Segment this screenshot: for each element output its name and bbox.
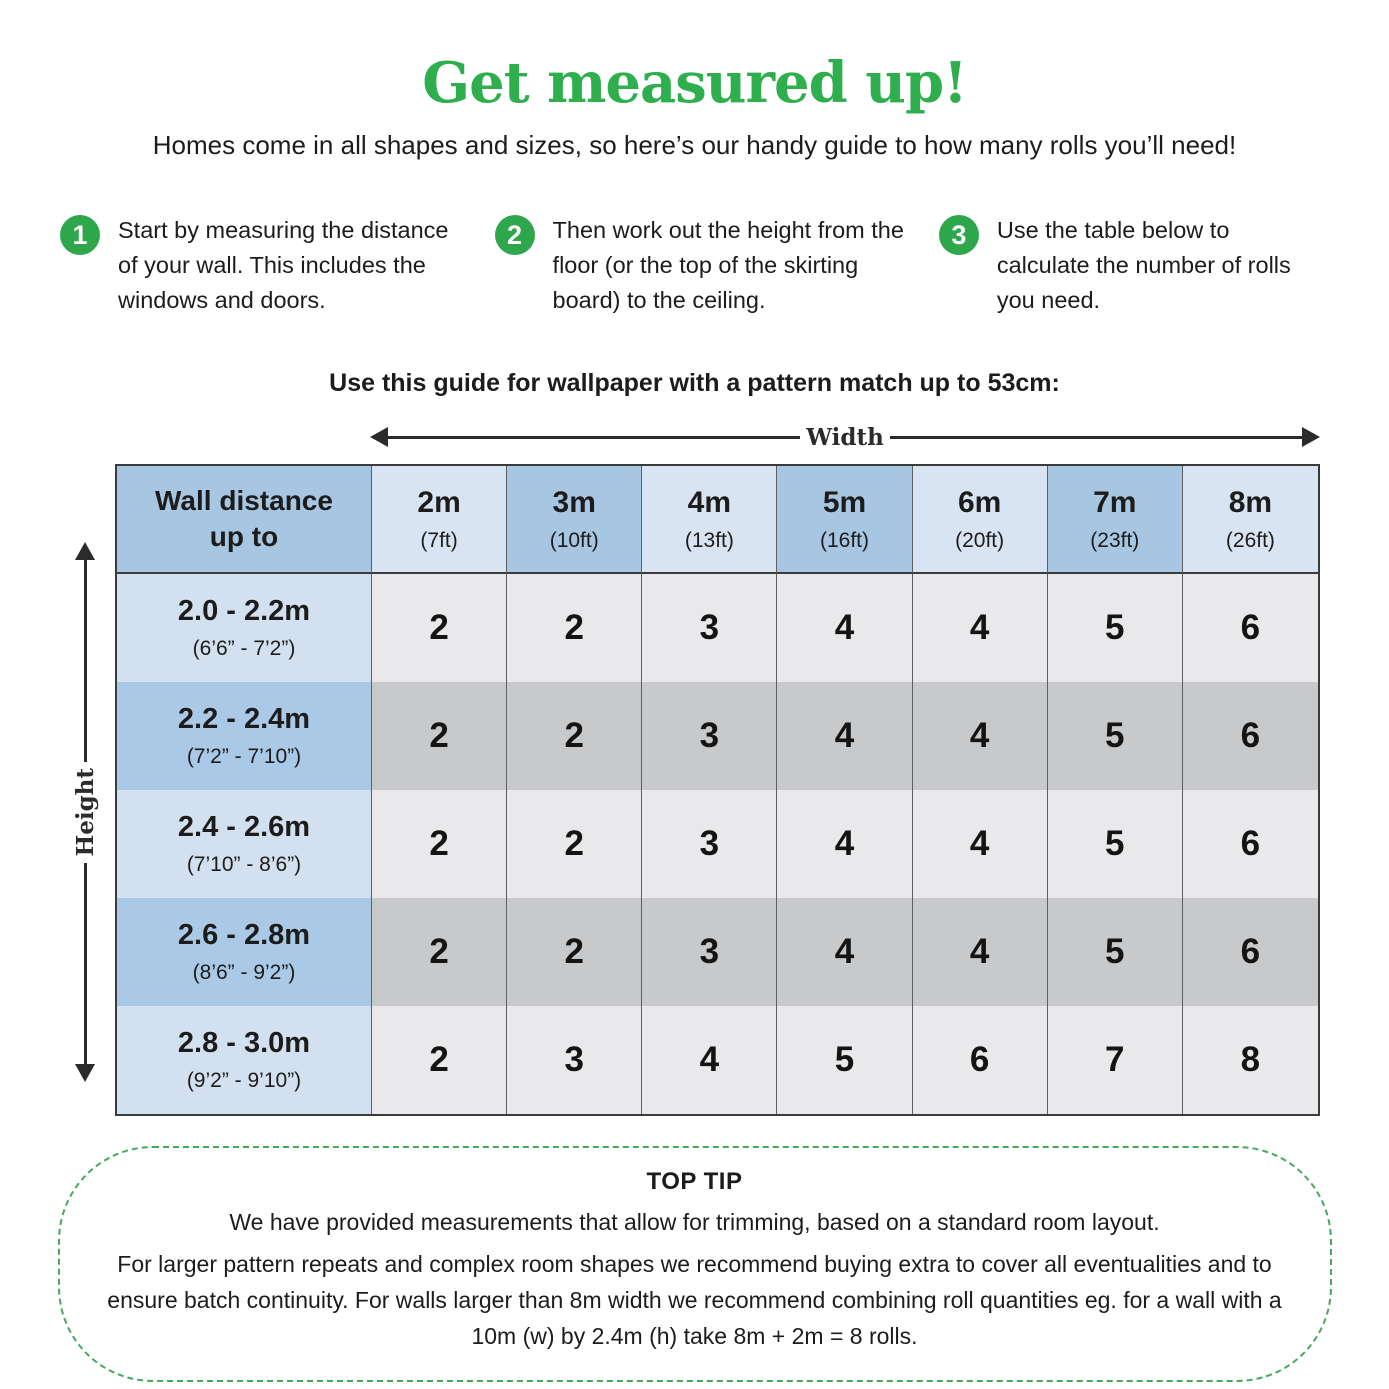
column-header-cell (1048, 466, 1183, 574)
roll-count-cell: 4 (913, 682, 1048, 790)
row-header-cell (117, 790, 372, 898)
roll-count-cell: 4 (913, 790, 1048, 898)
column-width-label: 7m (1093, 485, 1137, 519)
column-header-cell (777, 466, 912, 574)
step-text: Start by measuring the distance of your wall. This includes the windows and doors. (118, 217, 449, 313)
top-tip-title: TOP TIP (646, 1168, 743, 1196)
step-number-badge: 2 (495, 215, 535, 255)
width-arrow-line (388, 436, 800, 439)
height-arrow-label: Height (71, 768, 99, 857)
row-header-cell (117, 682, 372, 790)
page-title: Get measured up! (422, 50, 967, 116)
top-tip-line2: For larger pattern repeats and complex room shapes we recommend buying extra to cover all eventualities and to ensure batch continuity. For walls larger than 8m width we recommend combining roll quantities eg. for a wall with a 10m (w) by 2.4m (h) take 8m + 2m = 8 rolls. (107, 1251, 1282, 1349)
roll-count-cell: 4 (777, 790, 912, 898)
height-arrow-line (84, 560, 87, 762)
roll-count-cell: 3 (642, 682, 777, 790)
column-feet-label: (16ft) (819, 528, 869, 552)
corner-header-line2: up to (209, 521, 279, 553)
roll-count-cell: 3 (642, 790, 777, 898)
step-number-badge: 1 (60, 215, 100, 255)
roll-count-cell: 3 (642, 574, 777, 682)
roll-count-cell: 7 (1048, 1006, 1183, 1114)
column-header-cell (372, 466, 507, 574)
step-text: Use the table below to calculate the number of rolls you need. (996, 217, 1291, 313)
row-feet-label: (8’6” - 9’2”) (192, 961, 296, 985)
roll-count-cell: 5 (1048, 574, 1183, 682)
roll-count-cell: 8 (1183, 1006, 1318, 1114)
width-arrow-label: Width (806, 423, 884, 451)
roll-count-cell: 5 (1048, 898, 1183, 1006)
roll-count-cell: 4 (777, 898, 912, 1006)
arrow-left-head-icon (370, 427, 388, 447)
roll-count-cell: 4 (777, 574, 912, 682)
row-range-label: 2.2 - 2.4m (177, 703, 311, 736)
height-arrow (67, 542, 103, 1082)
top-tip-line1: We have provided measurements that allow for trimming, based on a standard room layout. (229, 1209, 1160, 1236)
rolls-table (115, 464, 1320, 1116)
corner-header-cell (117, 466, 372, 574)
row-header-cell (117, 898, 372, 1006)
roll-count-cell: 5 (1048, 682, 1183, 790)
step-number-badge: 3 (939, 215, 979, 255)
roll-count-cell: 4 (913, 574, 1048, 682)
arrow-right-head-icon (1302, 427, 1320, 447)
row-range-label: 2.4 - 2.6m (177, 811, 311, 844)
roll-count-cell: 6 (1183, 790, 1318, 898)
roll-count-cell: 4 (913, 898, 1048, 1006)
column-feet-label: (26ft) (1225, 528, 1275, 552)
row-feet-label: (6’6” - 7’2”) (192, 637, 296, 661)
roll-count-cell: 6 (1183, 574, 1318, 682)
row-feet-label: (7’10” - 8’6”) (186, 853, 302, 877)
roll-count-cell: 2 (372, 790, 507, 898)
roll-count-cell: 3 (642, 898, 777, 1006)
corner-header-line1: Wall distance (155, 484, 333, 516)
column-feet-label: (13ft) (684, 528, 734, 552)
roll-count-cell: 2 (507, 898, 642, 1006)
roll-count-cell: 2 (507, 574, 642, 682)
roll-count-cell: 5 (1048, 790, 1183, 898)
column-header-cell (507, 466, 642, 574)
roll-count-cell: 3 (507, 1006, 642, 1114)
column-header-cell (642, 466, 777, 574)
row-range-label: 2.6 - 2.8m (177, 919, 311, 952)
row-header-cell (117, 574, 372, 682)
arrow-up-head-icon (75, 542, 95, 560)
row-range-label: 2.8 - 3.0m (177, 1027, 311, 1060)
page-subtitle: Homes come in all shapes and sizes, so here’s our handy guide to how many rolls you’ll need! (152, 130, 1237, 160)
column-feet-label: (20ft) (955, 528, 1005, 552)
roll-count-cell: 2 (507, 790, 642, 898)
column-feet-label: (23ft) (1090, 528, 1140, 552)
column-header-cell (1183, 466, 1318, 574)
roll-count-cell: 6 (1183, 682, 1318, 790)
column-feet-label: (7ft) (420, 528, 458, 552)
steps-row (60, 213, 1349, 317)
roll-count-cell: 4 (777, 682, 912, 790)
guide-heading: Use this guide for wallpaper with a pattern match up to 53cm: (329, 369, 1060, 398)
top-tip-box (58, 1146, 1332, 1382)
column-width-label: 5m (822, 485, 867, 519)
step-item-2 (495, 213, 939, 317)
width-arrow-line (890, 436, 1302, 439)
step-text: Then work out the height from the floor (or the top of the skirting board) to the ceiling. (552, 217, 904, 313)
step-item-1 (60, 213, 495, 317)
row-header-cell (117, 1006, 372, 1114)
row-range-label: 2.0 - 2.2m (177, 595, 311, 628)
roll-count-cell: 6 (1183, 898, 1318, 1006)
column-width-label: 3m (552, 485, 596, 519)
height-arrow-line (84, 863, 87, 1065)
row-feet-label: (9’2” - 9’10”) (186, 1069, 302, 1093)
row-feet-label: (7’2” - 7’10”) (186, 745, 302, 769)
column-width-label: 4m (687, 485, 732, 519)
roll-count-cell: 2 (372, 1006, 507, 1114)
column-width-label: 6m (957, 485, 1002, 519)
table-zone (71, 422, 1320, 1116)
column-feet-label: (10ft) (549, 528, 599, 552)
roll-count-cell: 5 (777, 1006, 912, 1114)
column-width-label: 2m (417, 485, 461, 519)
roll-count-cell: 6 (913, 1006, 1048, 1114)
roll-count-cell: 2 (372, 574, 507, 682)
roll-count-cell: 2 (372, 682, 507, 790)
column-header-cell (913, 466, 1048, 574)
roll-count-cell: 2 (372, 898, 507, 1006)
step-item-3 (939, 213, 1349, 317)
roll-count-cell: 4 (642, 1006, 777, 1114)
width-arrow (370, 422, 1320, 452)
column-width-label: 8m (1228, 485, 1273, 519)
roll-count-cell: 2 (507, 682, 642, 790)
arrow-down-head-icon (75, 1064, 95, 1082)
